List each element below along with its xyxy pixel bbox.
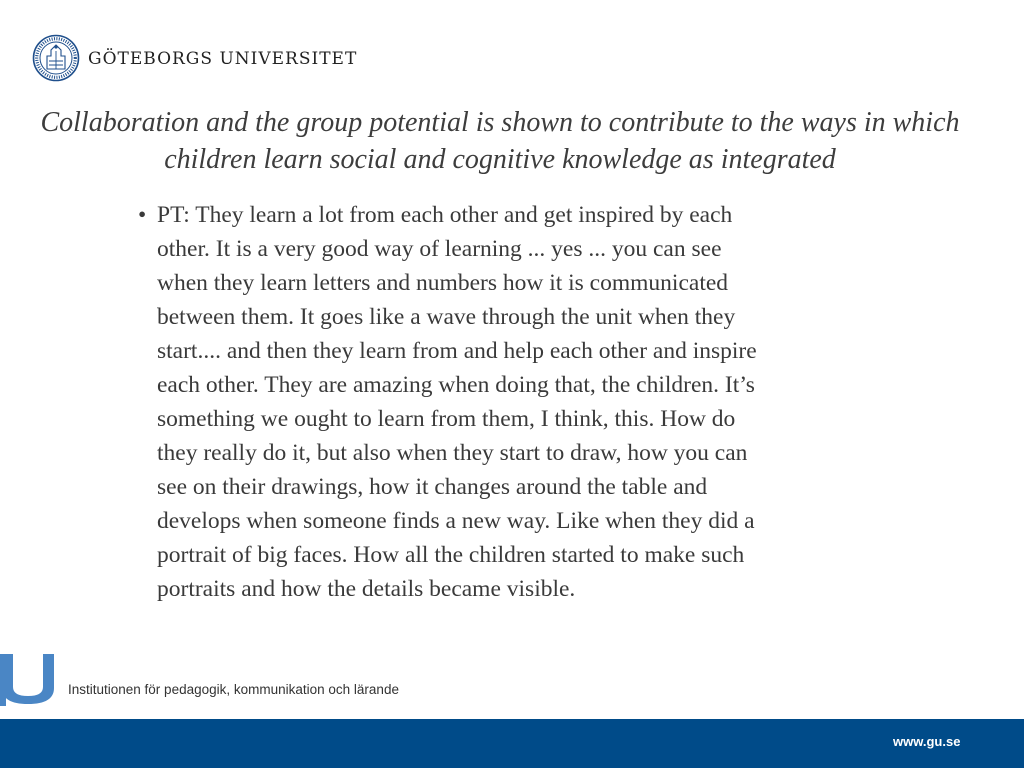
bullet-text: [157, 198, 878, 606]
university-name: GÖTEBORGS UNIVERSITET: [88, 49, 358, 69]
bullet-line: develops when someone finds a new way. Like when they did a: [157, 508, 755, 534]
bullet-line: they really do it, but also when they start to draw, how you can: [157, 440, 748, 466]
bullet-line: each other. They are amazing when doing that, the children. It’s: [157, 372, 755, 398]
bullet-line: other. It is a very good way of learning ... yes ... you can see: [157, 236, 722, 262]
bullet-line: when they learn letters and numbers how it is communicated: [157, 270, 729, 296]
bullet-line: see on their drawings, how it changes around the table and: [157, 474, 708, 500]
u-logo-icon: [0, 654, 58, 706]
bullet-line: portrait of big faces. How all the children started to make such: [157, 542, 745, 568]
bullet-symbol: •: [138, 202, 147, 228]
department-name: Institutionen för pedagogik, kommunikation och lärande: [68, 682, 399, 697]
university-seal-icon: [32, 34, 80, 82]
bullet-item: [138, 198, 878, 606]
bullet-line: PT: They learn a lot from each other and get inspired by each: [157, 202, 733, 228]
website-link[interactable]: www.gu.se: [893, 734, 961, 749]
bullet-line: portraits and how the details became visible.: [157, 576, 576, 602]
slide-body: [138, 198, 878, 606]
bullet-line: start.... and then they learn from and help each other and inspire: [157, 338, 757, 364]
bullet-line: between them. It goes like a wave through the unit when they: [157, 304, 736, 330]
bullet-line: something we ought to learn from them, I think, this. How do: [157, 406, 736, 432]
slide-title: Collaboration and the group potential is shown to contribute to the ways in which children learn social and cognitive knowledge as integrated: [40, 107, 960, 175]
footer-bar: [0, 719, 1024, 768]
header: [32, 33, 357, 83]
